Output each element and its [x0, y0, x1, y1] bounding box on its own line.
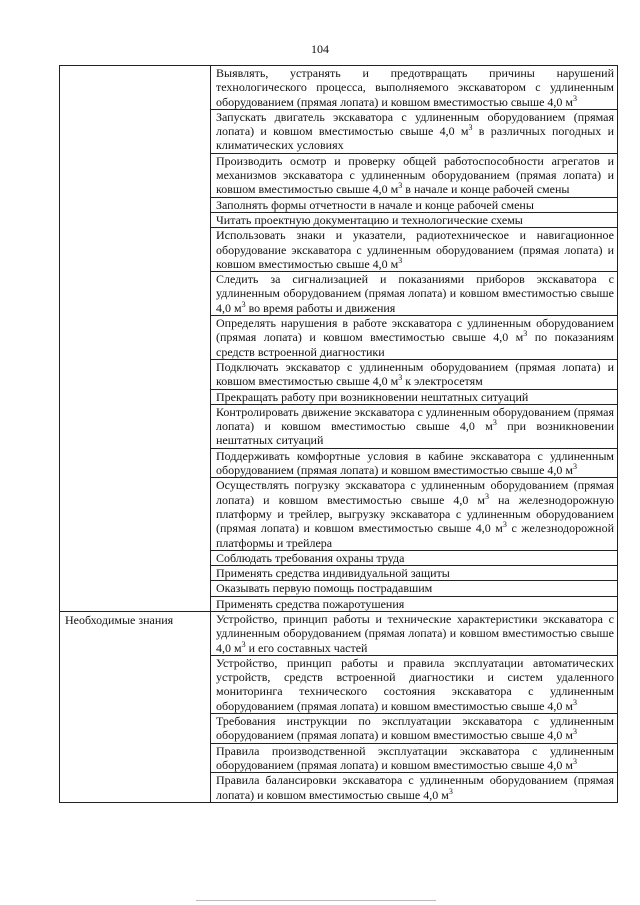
section-items: [211, 611, 618, 802]
requirement-item: Оказывать первую помощь пострадавшим: [211, 581, 617, 596]
requirement-item: Осуществлять погрузку экскаватора с удлиненным оборудованием (прямая лопата) и ковшом вместимостью свыше 4,0 $м^3$ на железнодорожную платформу и трейлер, выгрузку экскаватора с удлиненным оборудованием (прямая лопата) и ковшом вместимостью свыше 4,0 $м^3$ с железнодорожной платформы и трейлера: [211, 478, 617, 550]
section-row: [60, 66, 618, 612]
requirement-item: Поддерживать комфортные условия в кабине экскаватора с удлиненным оборудованием (прямая лопата) и ковшом вместимостью свыше 4,0 $м^3$: [211, 449, 617, 479]
requirement-item: Подключать экскаватор с удлиненным оборудованием (прямая лопата) и ковшом вместимостью свыше 4,0 $м^3$ к электросетям: [211, 360, 617, 390]
requirement-item: Использовать знаки и указатели, радиотехническое и навигационное оборудование экскаватора с удлиненным оборудованием (прямая лопата) и ковшом вместимостью свыше 4,0 $м^3$: [211, 228, 617, 272]
requirement-item: Прекращать работу при возникновении нештатных ситуаций: [211, 390, 617, 405]
section-label: Необходимые знания: [60, 611, 211, 802]
footer-rule: [196, 900, 436, 901]
section-items: [211, 66, 618, 612]
requirement-item: Правила балансировки экскаватора с удлиненным оборудованием (прямая лопата) и ковшом вместимостью свыше 4,0 $м^3$: [216, 773, 614, 802]
requirement-item: Устройство, принцип работы и технические характеристики экскаватора с удлиненным оборудованием (прямая лопата) и ковшом вместимостью свыше 4,0 $м^3$ и его составных частей: [211, 612, 617, 656]
page-number: 104: [311, 42, 329, 56]
requirement-item: Запускать двигатель экскаватора с удлиненным оборудованием (прямая лопата) и ковшом вместимостью свыше 4,0 $м^3$ в различных погодных и климатических условиях: [211, 110, 617, 154]
requirement-item: Следить за сигнализацией и показаниями приборов экскаватора с удлиненным оборудованием (прямая лопата) и ковшом вместимостью свыше 4,0 $м^3$ во время работы и движения: [211, 272, 617, 316]
requirement-item: Правила производственной эксплуатации экскаватора с удлиненным оборудованием (прямая лопата) и ковшом вместимостью свыше 4,0 $м^3$: [211, 744, 617, 774]
section-label: [60, 66, 211, 612]
requirement-item: Контролировать движение экскаватора с удлиненным оборудованием (прямая лопата) и ковшом вместимостью свыше 4,0 $м^3$ при возникновении нештатных ситуаций: [211, 405, 617, 449]
requirement-item: Производить осмотр и проверку общей работоспособности агрегатов и механизмов экскаватора с удлиненным оборудованием (прямая лопата) и ковшом вместимостью свыше 4,0 $м^3$ в начале и конце рабочей смены: [211, 154, 617, 198]
requirement-item: Определять нарушения в работе экскаватора с удлиненным оборудованием (прямая лопата) и ковшом вместимостью свыше 4,0 $м^3$ по показаниям средств встроенной диагностики: [211, 316, 617, 360]
requirement-item: Выявлять, устранять и предотвращать причины нарушений технологического процесса, выполняемого экскаватором с удлиненным оборудованием (прямая лопата) и ковшом вместимостью свыше 4,0 $м^3$: [211, 66, 617, 110]
requirement-item: Читать проектную документацию и технологические схемы: [211, 213, 617, 228]
requirement-item: Применять средства индивидуальной защиты: [211, 566, 617, 581]
requirement-item: Заполнять формы отчетности в начале и конце рабочей смены: [211, 198, 617, 213]
requirement-item: Применять средства пожаротушения: [216, 596, 405, 611]
requirement-item: Требования инструкции по эксплуатации экскаватора с удлиненным оборудованием (прямая лопата) и ковшом вместимостью свыше 4,0 $м^3$: [211, 714, 617, 744]
requirement-item: Устройство, принцип работы и правила эксплуатации автоматических устройств, средств встроенной диагностики и систем удаленного мониторинга технического состояния экскаватора с удлиненным оборудованием (прямая лопата) и ковшом вместимостью свыше 4,0 $м^3$: [211, 656, 617, 714]
competency-table: [59, 65, 618, 803]
requirement-item: Соблюдать требования охраны труда: [211, 551, 617, 566]
section-row: [60, 611, 618, 802]
